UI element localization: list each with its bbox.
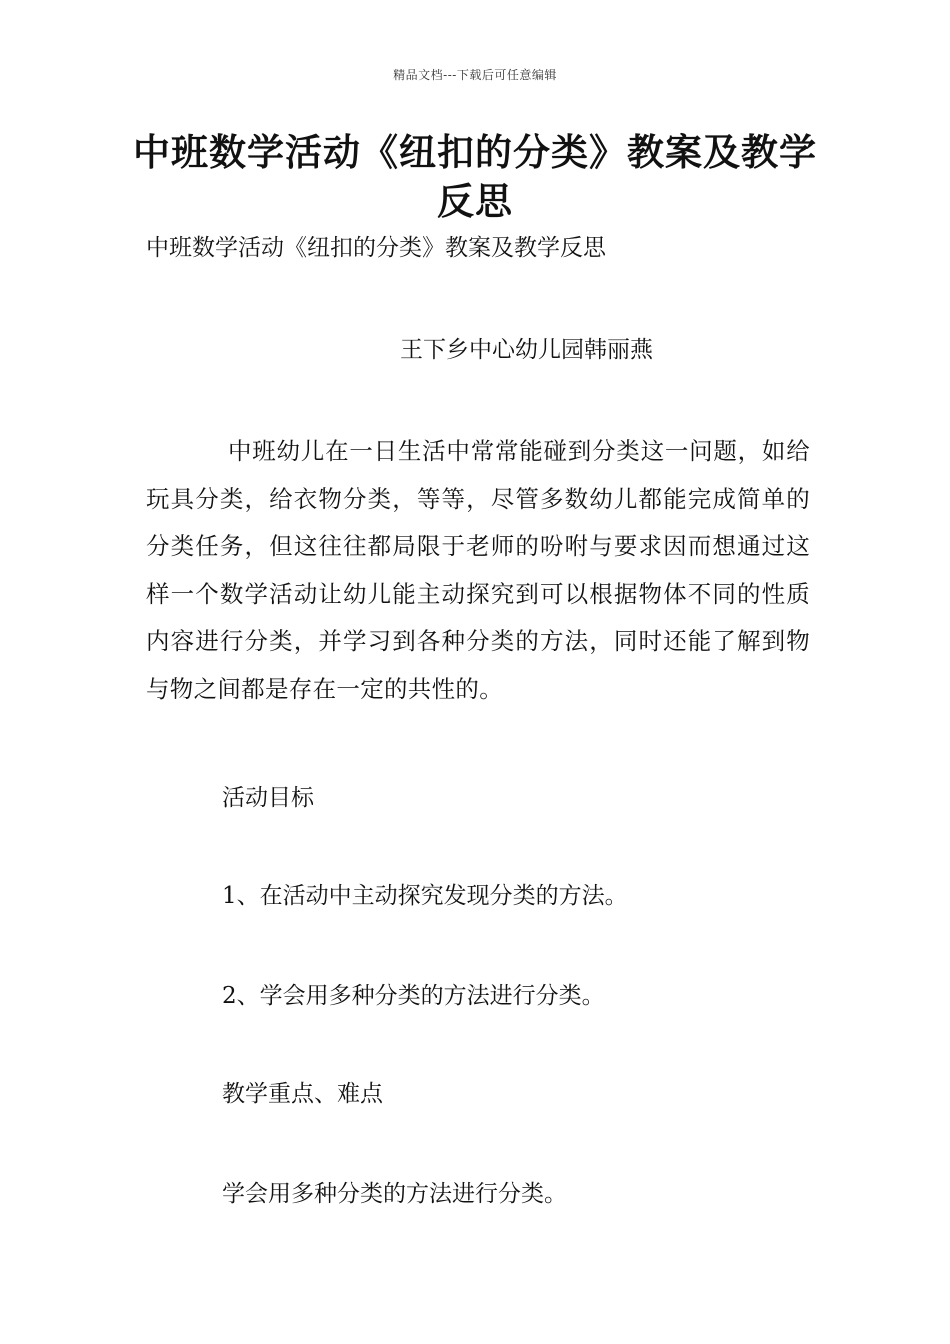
document-title: 中班数学活动《纽扣的分类》教案及教学反思 <box>133 131 817 223</box>
subtitle: 中班数学活动《纽扣的分类》教案及教学反思 <box>146 235 606 261</box>
author-line: 王下乡中心幼儿园韩丽燕 <box>400 337 653 363</box>
key-points-text: 学会用多种分类的方法进行分类。 <box>222 1181 567 1207</box>
intro-paragraph: 中班幼儿在一日生活中常常能碰到分类这一问题，如给玩具分类，给衣物分类，等等，尽管多数幼儿都能完成简单的分类任务，但这往往都局限于老师的吩咐与要求因而想通过这样一个数学活动让幼儿能主动探究到可以根据物体不同的性质内容进行分类，并学习到各种分类的方法，同时还能了解到物与物之间都是存在一定的共性的。 <box>146 437 810 703</box>
header-note: 精品文档---下载后可任意编辑 <box>393 68 557 82</box>
key-points-heading: 教学重点、难点 <box>222 1081 383 1107</box>
objectives-heading: 活动目标 <box>222 785 314 811</box>
objective-item-1: 1、在活动中主动探究发现分类的方法。 <box>222 883 628 909</box>
objective-item-2: 2、学会用多种分类的方法进行分类。 <box>222 983 605 1009</box>
